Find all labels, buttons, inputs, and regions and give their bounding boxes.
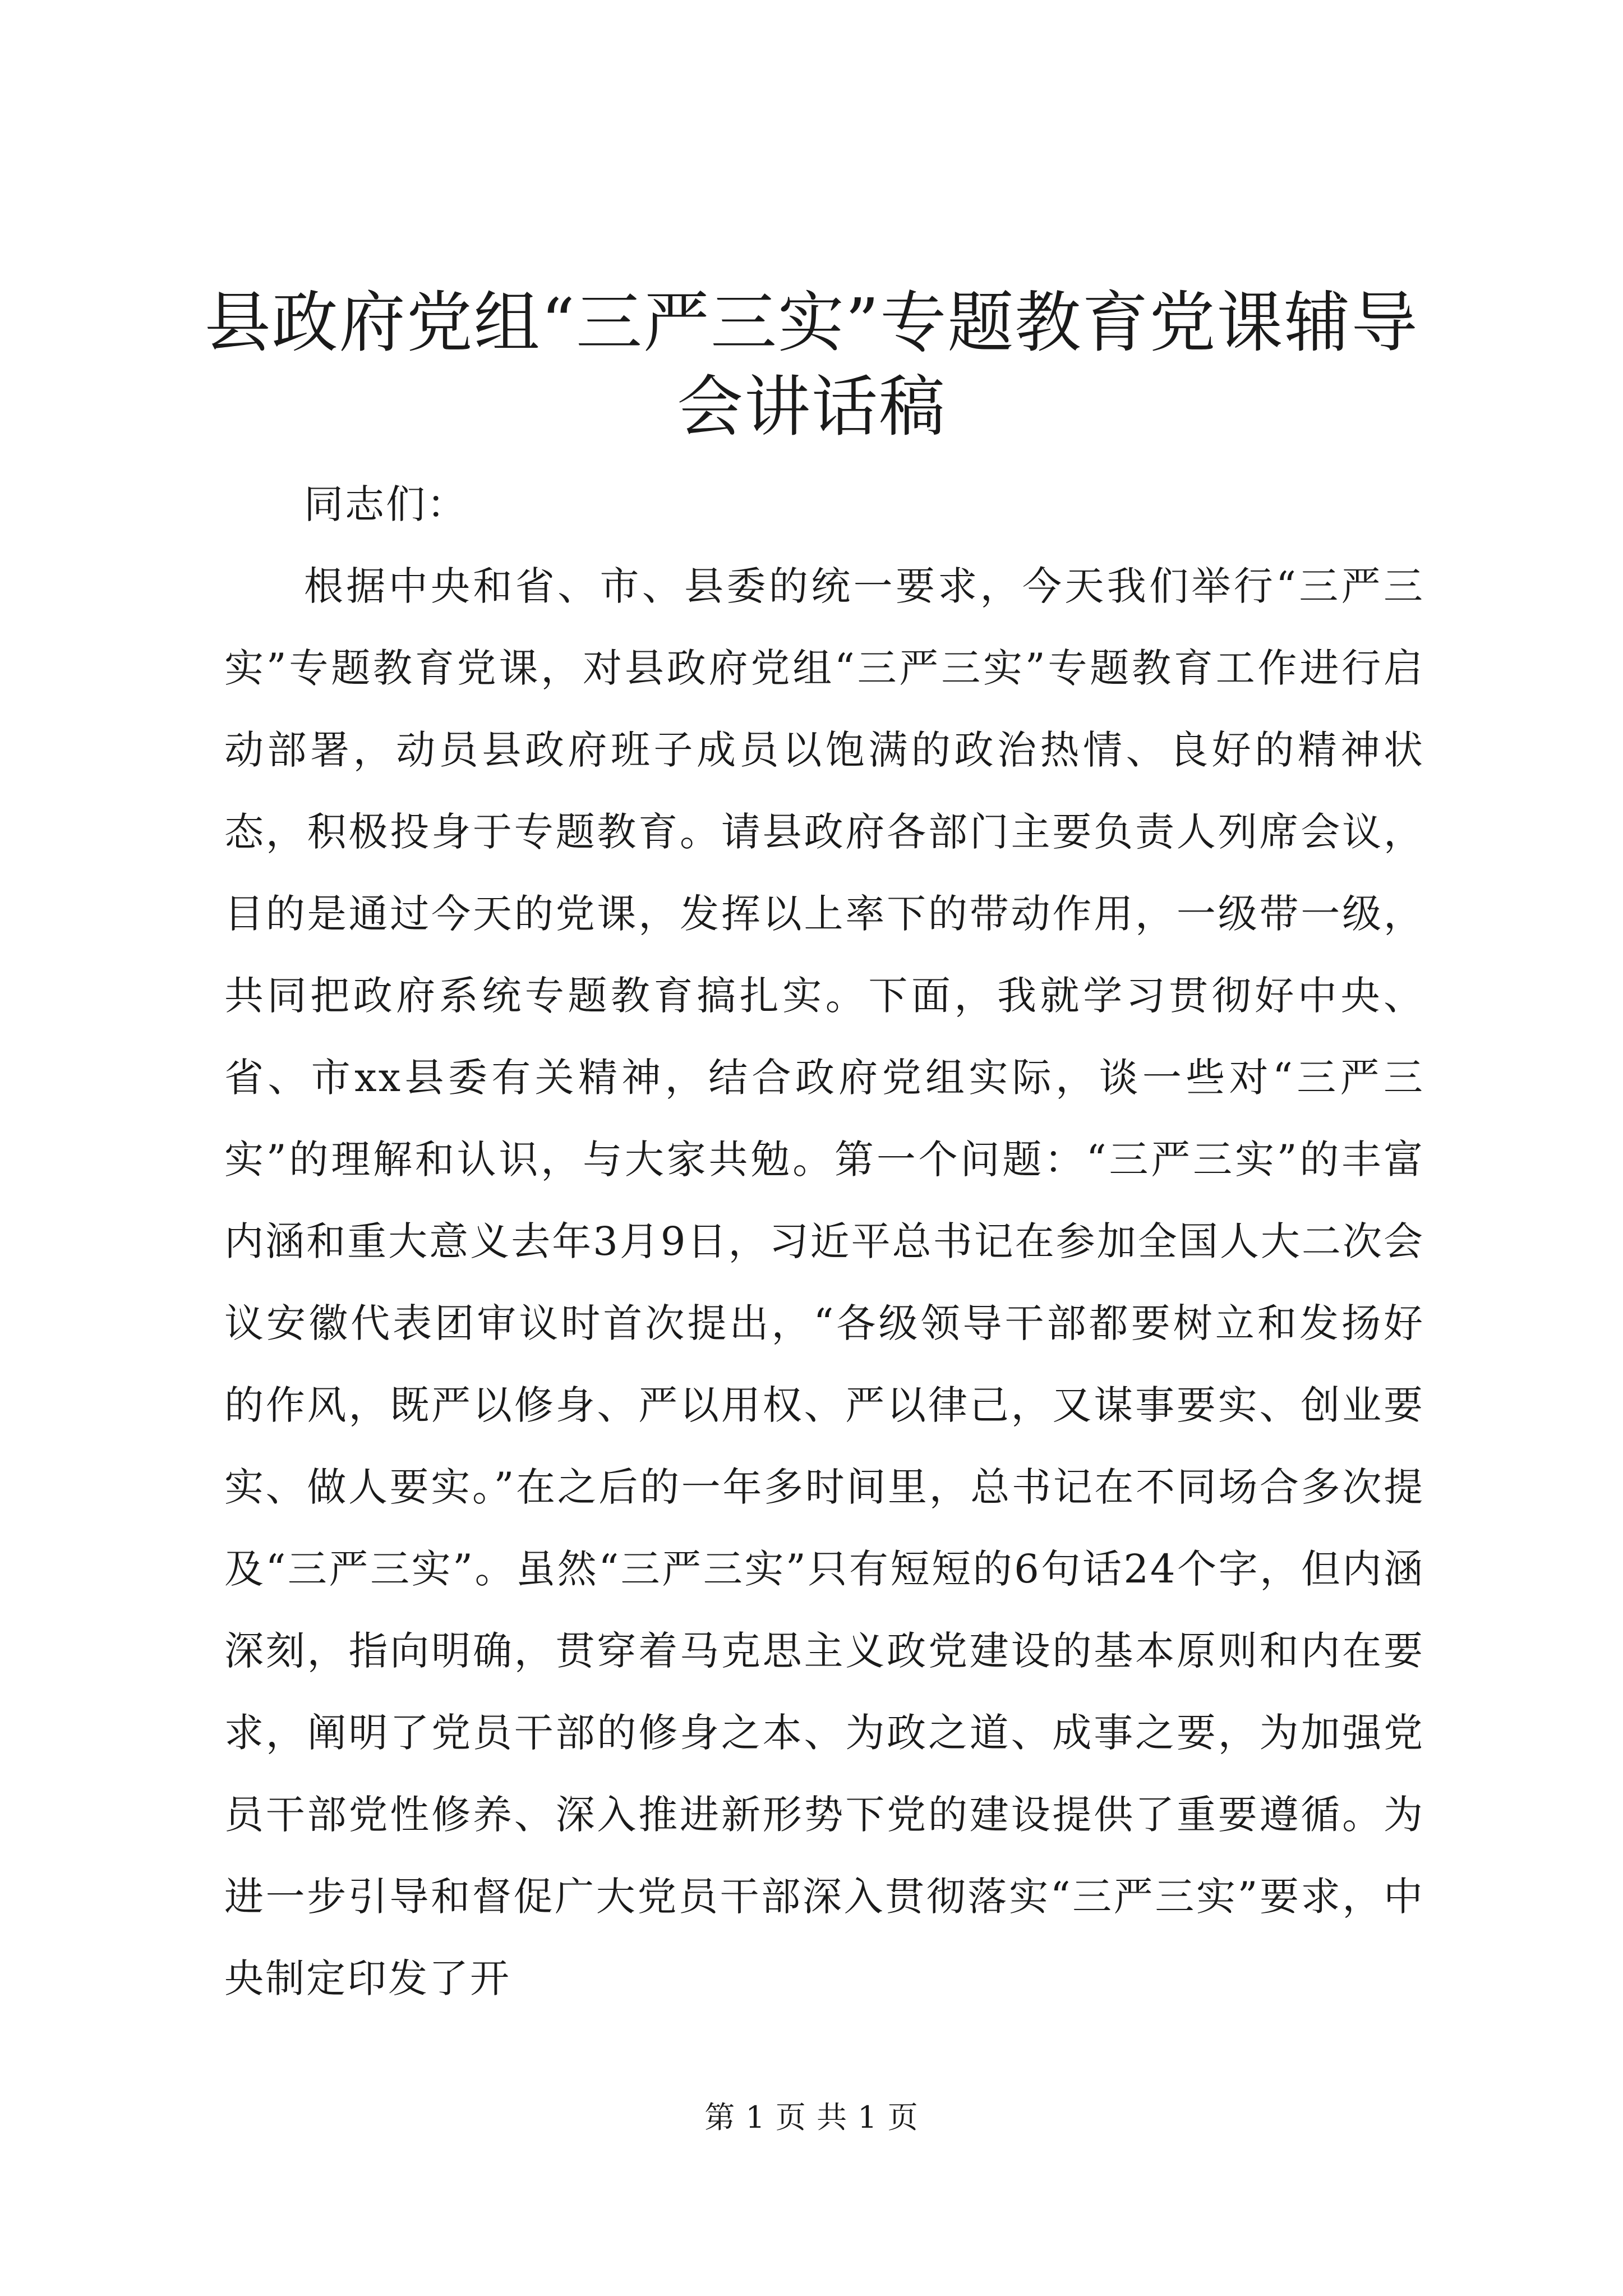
document-title: 县政府党组“三严三实”专题教育党课辅导会讲话稿 <box>204 284 1419 445</box>
page-footer: 第 1 页 共 1 页 <box>704 2100 919 2135</box>
document-body <box>224 463 1424 2019</box>
body-paragraph: 根据中央和省、市、县委的统一要求，今天我们举行“三严三实”专题教育党课，对县政府党组“三严三实”专题教育工作进行启动部署，动员县政府班子成员以饱满的政治热情、良好的精神状态，积极投身于专题教育。请县政府各部门主要负责人列席会议，目的是通过今天的党课，发挥以上率下的带动作用，一级带一级，共同把政府系统专题教育搞扎实。下面，我就学习贯彻好中央、省、市xx县委有关精神，结合政府党组实际，谈一些对“三严三实”的理解和认识，与大家共勉。第一个问题：“三严三实”的丰富内涵和重大意义去年3月9日，习近平总书记在参加全国人大二次会议安徽代表团审议时首次提出，“各级领导干部都要树立和发扬好的作风，既严以修身、严以用权、严以律己，又谋事要实、创业要实、做人要实。”在之后的一年多时间里，总书记在不同场合多次提及“三严三实”。虽然“三严三实”只有短短的6句话24个字，但内涵深刻，指向明确，贯穿着马克思主义政党建设的基本原则和内在要求，阐明了党员干部的修身之本、为政之道、成事之要，为加强党员干部党性修养、深入推进新形势下党的建设提供了重要遵循。为进一步引导和督促广大党员干部深入贯彻落实“三严三实”要求，中央制定印发了开 <box>224 563 1424 2001</box>
greeting: 同志们： <box>304 481 468 527</box>
